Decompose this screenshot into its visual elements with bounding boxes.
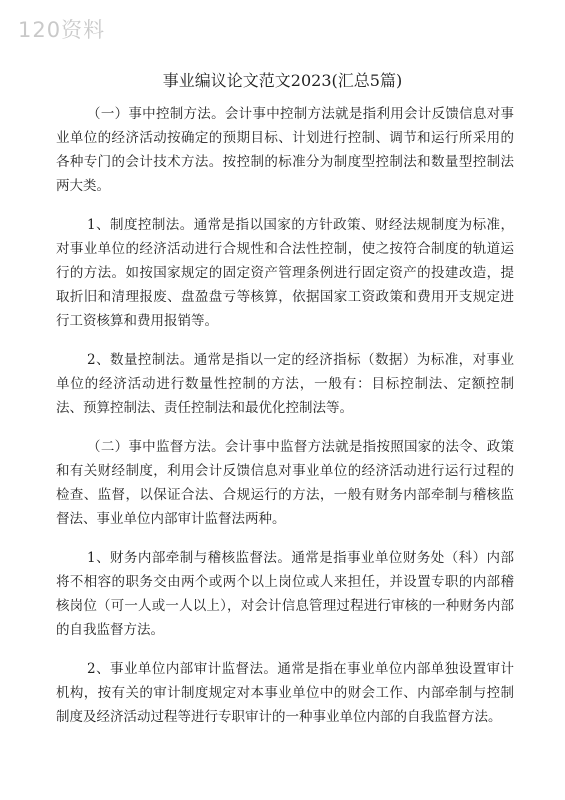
paragraph: 1、制度控制法。通常是指以国家的方针政策、财经法规制度为标准，对事业单位的经济活动进行合规性和合法性控制，使之按符合制度的轨道运行的方法。如按国家规定的固定资产管理条例进行固定资产的投建改造，提取折旧和清理报废、盘盈盘亏等核算，依据国家工资政策和费用开支规定进行工资核算和费用报销等。 <box>56 217 514 329</box>
paragraph: （一）事中控制方法。会计事中控制方法就是指利用会计反馈信息对事业单位的经济活动按确定的预期目标、计划进行控制、调节和运行所采用的各种专门的会计技术方法。按控制的标准分为制度型控制法和数量型控制法两大类。 <box>56 106 514 194</box>
document-title: 事业编议论文范文2023(汇总5篇) <box>162 71 403 90</box>
document-body <box>56 102 514 744</box>
watermark-logo: 120资料 <box>18 18 106 42</box>
paragraph: 2、事业单位内部审计监督法。通常是指在事业单位内部单独设置审计机构，按有关的审计制度规定对本事业单位中的财会工作、内部牵制与控制制度及经济活动过程等进行专职审计的一种事业单位内部的自我监督方法。 <box>56 661 514 725</box>
paragraph: （二）事中监督方法。会计事中监督方法就是指按照国家的法令、政策和有关财经制度，利用会计反馈信息对事业单位的经济活动进行运行过程的检查、监督，以保证合法、合规运行的方法，一般有财务内部牵制与稽核监督法、事业单位内部审计监督法两种。 <box>56 439 514 527</box>
paragraph: 1、财务内部牵制与稽核监督法。通常是指事业单位财务处（科）内部将不相容的职务交由两个或两个以上岗位或人来担任，并设置专职的内部稽核岗位（可一人或一人以上），对会计信息管理过程进行审核的一种财务内部的自我监督方法。 <box>56 550 514 638</box>
paragraph: 2、数量控制法。通常是指以一定的经济指标（数据）为标准，对事业单位的经济活动进行数量性控制的方法，一般有：目标控制法、定额控制法、预算控制法、责任控制法和最优化控制法等。 <box>56 352 514 416</box>
